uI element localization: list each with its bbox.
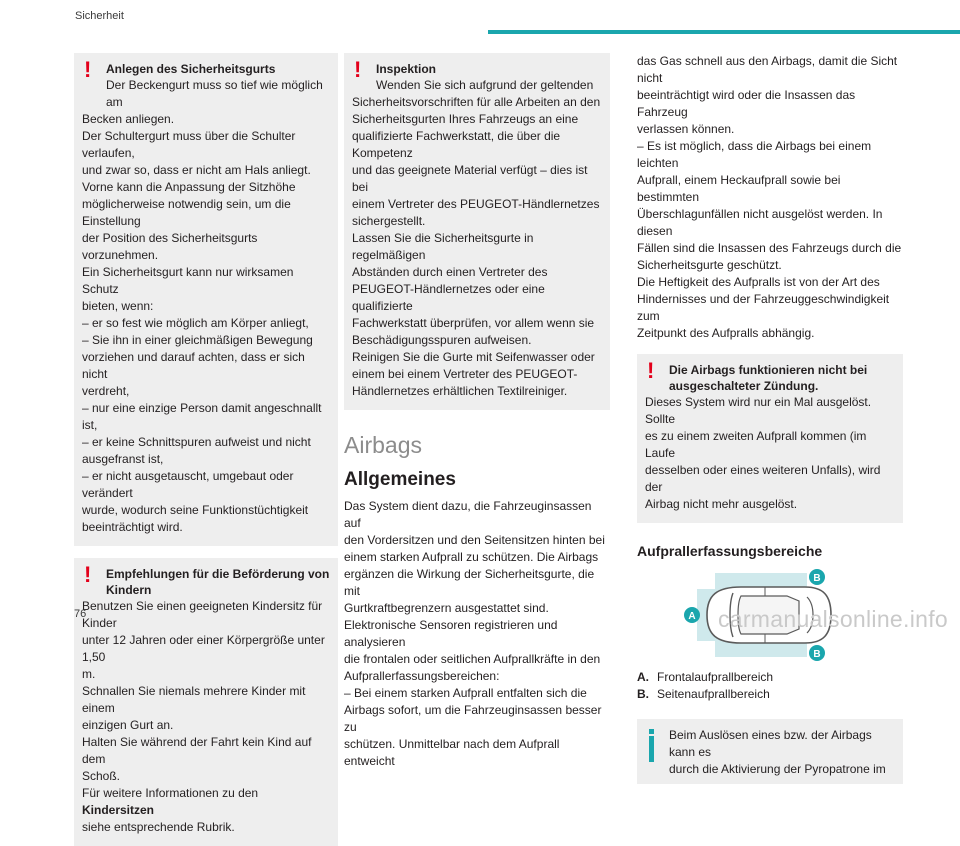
legend-item <box>637 686 903 703</box>
subsection-title: Allgemeines <box>344 469 456 490</box>
column-2 <box>344 53 610 770</box>
info-icon <box>645 727 669 762</box>
legend-key: A. <box>637 670 649 684</box>
box-body: Sicherheitsvorschriften für alle Arbeiten an den Sicherheitsgurten Ihres Fahrzeugs an eine qualifizierte Fachwerkstatt, die über die Kompetenz und das geeignete Material verfügt – dies ist bei einem Vertreter des PEUGEOT-Händlernetzes sichergestellt. Lassen Sie die Sicherheitsgurte in regelmäßigen Abständen durch einen Vertreter des PEUGEOT-Händlernetzes oder eine qualifizierte Fachwerkstatt überprüfen, vor allem wenn sie Beschädigungsspuren aufweisen. Reinigen Sie die Gurte mit Seifenwasser oder einem bei einem Vertreter des PEUGEOT- Händlernetzes erhältlichen Textilreiniger. <box>352 95 601 398</box>
body-text: das Gas schnell aus den Airbags, damit die Sicht nicht beeinträchtigt wird oder die Insassen das Fahrzeug verlassen können. – Es ist möglich, dass die Airbags bei einem leichten Aufprall, einem Heckaufprall sowie bei bestimmten Überschlagunfällen nicht ausgelöst werden. In diesen Fällen sind die Insassen des Fahrzeugs durch die Sicherheitsgurte geschützt. Die Heftigkeit des Aufpralls ist von der Art des Hindernisses und der Fahrzeuggeschwindigkeit zum Zeitpunkt des Aufpralls abhängig. <box>637 54 902 340</box>
warning-box-ignition <box>637 354 903 523</box>
warning-exclamation-icon: ! <box>84 562 92 587</box>
box-body: Becken anliegen. Der Schultergurt muss über die Schulter verlaufen, und zwar so, dass er nicht am Hals anliegt. Vorne kann die Anpassung der Sitzhöhe möglicherweise notwendig sein, um die Einstellung der Position des Sicherheitsgurts vorzunehmen. Ein Sicherheitsgurt kann nur wirksamen Schutz bieten, wenn: – er so fest wie möglich am Körper anliegt, – Sie ihn in einer gleichmäßigen Bewegung vorziehen und darauf achten, dass er sich nicht verdreht, – nur eine einzige Person damit angeschnallt ist, – er keine Schnittspuren aufweist und nicht ausgefranst ist, – er nicht ausgetauscht, umgebaut oder verändert wurde, wodurch seine Funktionstüchtigkeit beeinträchtigt wird. <box>82 112 322 534</box>
box-title: Die Airbags funktionieren nicht bei ausgeschalteter Zündung. <box>669 363 868 393</box>
box-title: Empfehlungen für die Beförderung von Kindern <box>106 567 330 597</box>
running-header: Sicherheit <box>75 10 124 22</box>
box-body-last <box>82 785 330 819</box>
label-b-bottom: B <box>813 649 821 660</box>
page-number: 76 <box>74 608 87 620</box>
warning-box-seatbelt <box>74 53 338 546</box>
box-title: Inspektion <box>376 62 437 76</box>
warning-box-inspection <box>344 53 610 410</box>
section-title: Airbags <box>344 432 422 458</box>
warning-exclamation-icon: ! <box>84 57 92 82</box>
column-3 <box>637 53 903 784</box>
box-body: Beim Auslösen eines bzw. der Airbags kann es durch die Aktivierung der Pyropatrone im <box>669 728 886 776</box>
diagram-legend <box>637 669 903 703</box>
text-prefix: Für weitere Informationen zu den <box>82 786 259 800</box>
info-box-pyrotechnic <box>637 719 903 784</box>
box-subtitle: Der Beckengurt muss so tief wie möglich am <box>106 78 323 109</box>
label-a: A <box>688 611 696 622</box>
heading-impact-zones: Aufprallerfassungsbereiche <box>637 543 823 559</box>
box-title: Anlegen des Sicherheitsgurts <box>106 62 276 76</box>
child-seat-reference: Kindersitzen <box>82 803 155 817</box>
watermark: carmanualsonline.info <box>717 606 948 632</box>
body-text: Das System dient dazu, die Fahrzeuginsassen auf den Vordersitzen und den Seitensitzen hinten bei einem starken Aufprall zu schützen. Die Airbags ergänzen die Wirkung der Sicherheitsgurte, die mit Gurtkraftbegrenzern ausgestattet sind. Elektronische Sensoren registrieren und analysieren die frontalen oder seitlichen Aufprallkräfte in den Aufprallerfassungsbereichen: – Bei einem starken Aufprall entfalten sich die Airbags sofort, um die Fahrzeuginsassen besser zu schützen. Unmittelbar nach dem Aufprall entweicht <box>344 499 605 768</box>
legend-item <box>637 669 903 686</box>
box-subtitle: Wenden Sie sich aufgrund der geltenden <box>376 78 594 92</box>
legend-text: Frontalaufprallbereich <box>657 670 774 684</box>
box-body: Dieses System wird nur ein Mal ausgelöst. Sollte es zu einem zweiten Aufprall kommen (im Laufe desselben oder eines weiteren Unfalls), wird der Airbag nicht mehr ausgelöst. <box>645 395 881 511</box>
column-1 <box>74 53 338 846</box>
box-body: Benutzen Sie einen geeigneten Kindersitz für Kinder unter 12 Jahren oder einer Körpergröße unter 1,50 m. Schnallen Sie niemals mehrere Kinder mit einem einzigen Gurt an. Halten Sie während der Fahrt kein Kind auf dem Schoß. <box>82 599 325 783</box>
box-body-suffix: siehe entsprechende Rubrik. <box>82 820 235 834</box>
warning-exclamation-icon: ! <box>647 358 655 383</box>
warning-exclamation-icon: ! <box>354 57 362 82</box>
legend-key: B. <box>637 687 649 701</box>
header-accent-bar <box>488 30 960 34</box>
warning-box-children <box>74 558 338 846</box>
label-b-top: B <box>813 573 821 584</box>
legend-text: Seitenaufprallbereich <box>657 687 770 701</box>
